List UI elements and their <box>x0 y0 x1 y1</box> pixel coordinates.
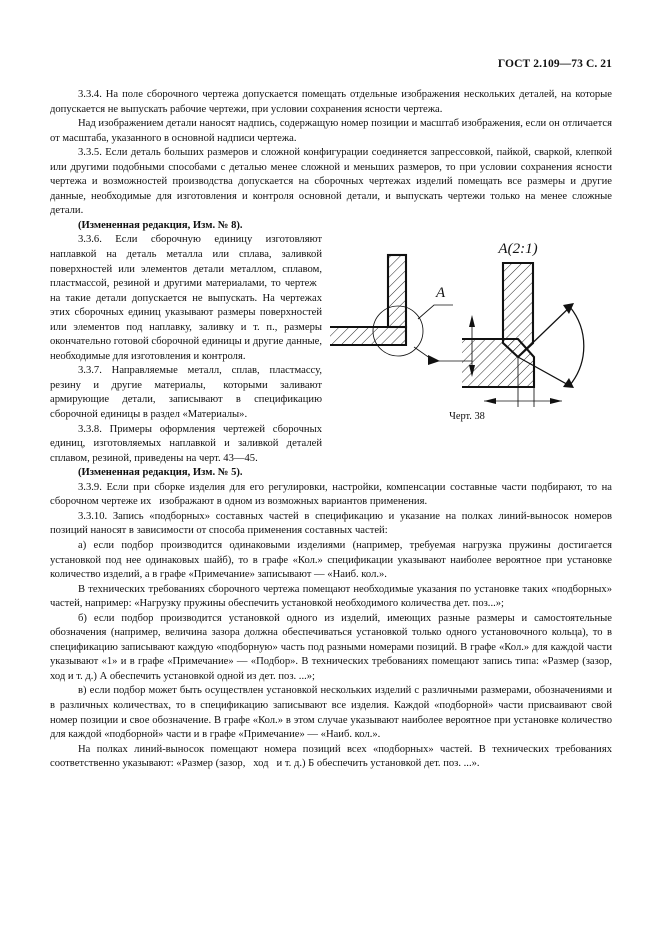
document-header: ГОСТ 2.109—73 С. 21 <box>497 58 612 70</box>
revision-note-izm-8: (Измененная редакция, Изм. № 8). <box>78 219 243 231</box>
left-view-tjoint <box>330 255 472 365</box>
paragraph-3-3-9: 3.3.9. Если при сборке изделия для его регулировки, настройки, компенсации составные части подбирают, то на сборочном чертеже их изображают в одном из возможных вариантов применения. <box>50 481 612 508</box>
vertical-plate-hatch <box>388 255 406 327</box>
detail-view-title: A(2:1) <box>498 241 538 258</box>
vertical-dimension-arrow-top <box>469 315 475 327</box>
groove-angle-arc <box>570 307 584 385</box>
paragraph-3-3-5: 3.3.5. Если деталь больших размеров и сложной конфигурации соединяется запрессовкой, пайкой, сваркой, клепкой или другими подобными способами с деталью менее сложной и меньших размеров, то при условии сохранения ясности чертежа и возможностей производства допускается на сборочных чертежах изделий помещать все размеры и другие данные, необходимые для изготовления и контроля основной детали, и выпускать чертежи только на менее сложные детали. <box>50 147 612 217</box>
text-column <box>50 88 612 772</box>
paragraph-3-3-7: 3.3.7. Направляемые металл, сплав, пластмассу, резину и другие материалы, которыми заливают армирующие детали, записывают в спецификацию сборочной единицы в раздел «Материалы». <box>50 365 322 421</box>
paragraph-3-3-4: 3.3.4. На поле сборочного чертежа допускается помещать отдельные изображения нескольких деталей, на которые допускается не выпускать рабочие чертежи, при условии сохранения ясности чертежа. <box>50 89 612 115</box>
figure-chert-38 <box>322 235 612 447</box>
right-view-detail-a <box>462 241 584 407</box>
detail-leader-line-upper <box>418 305 453 319</box>
paragraph-3-3-8: 3.3.8. Примеры оформления чертежей сборочных единиц, изготовляемых наплавкой и заливкой деталей сплавом, резиной, приведены на черт. 43—45. <box>50 423 322 464</box>
paragraph-item-v: в) если подбор может быть осуществлен установкой нескольких изделий с различными размерами, обозначениями и в различных количествах, то в спецификацию записывают все изделия. Каждой «подборной» части присваивают свой номер позиции и свое обозначение. В графе «Кол.» в этом случае указывают наиболее вероятное при установке количество для каждой «подборной» части и в графе «Примечание» — «Наиб. кол.». <box>50 685 612 741</box>
paragraph-3-3-6: 3.3.6. Если сборочную единицу изготовляют наплавкой на деталь металла или сплава, заливкой поверхностей или элементов детали металлом, сплавом, пластмассой, резиной и другими материалами, то чертеж на такие детали допускается не выпускать. На чертежах этих сборочных единиц указывают размеры поверхностей или элементов под наплавку, заливку и т. п., размеры окончательно готовой сборочной единицы и другие данные, необходимые для изготовления и контроля. <box>50 234 322 362</box>
horizontal-plate-hatch <box>330 327 406 345</box>
paragraph-technical-requirements-1: В технических требованиях сборочного чертежа помещают необходимые указания по установке таких «подборных» частей, например: «Нагрузку пружины обеспечить установкой необходимого количества дет. поз...»; <box>50 583 612 610</box>
figure-float-region <box>322 235 612 447</box>
paragraph-3-3-4-cont: Над изображением детали наносят надпись, содержащую номер позиции и масштаб изображения, если он отличается от масштаба, указанного в основной надписи чертежа. <box>50 118 612 144</box>
revision-note-izm-5: (Измененная редакция, Изм. № 5). <box>78 467 243 479</box>
detail-leader-arrow <box>428 355 440 365</box>
paragraph-3-3-10: 3.3.10. Запись «подборных» составных частей в спецификацию и указание на полках линий-выносок номеров позиций наносят в зависимости от способа применения составных частей: <box>50 510 612 537</box>
horizontal-dimension-arrow-left <box>484 398 496 404</box>
figure-caption: Черт. 38 <box>449 411 485 423</box>
paragraph-item-b: б) если подбор производится установкой одного из изделий, имеющих разные размеры и самостоятельные обозначения (например, величина зазора должна обеспечиваться установкой только одного установочного кольца), то в спецификацию записывают каждую «подборную» часть под разными номерами позиций. В графе «Кол.» для каждой части указывают «1» и в графе «Примечание» — «Подбор». В технических требованиях помещают запись типа: «Размер (зазор, ход и т. д.) А обеспечить установкой одной из дет. поз. ...»; <box>50 612 612 682</box>
detail-marker-label: A <box>436 285 446 302</box>
horizontal-dimension-arrow-right <box>550 398 562 404</box>
paragraph-item-a: а) если подбор производится одинаковыми изделиями (например, требуемая нагрузка пружины достигается установкой под нее одинаковых шайб), то в графе «Кол.» спецификации указывают наиболее вероятное при установке количество изделий, а в графе «Примечание» записывают — «Наиб. кол.». <box>50 539 612 581</box>
paragraph-technical-requirements-2: На полках линий-выносок помещают номера позиций всех «подборных» частей. В технических требованиях соответственно указывают: «Размер (зазор, ход и т. д.) Б обеспечить установкой дет. поз. ...». <box>50 743 612 770</box>
welded-joint-drawing <box>322 235 612 413</box>
